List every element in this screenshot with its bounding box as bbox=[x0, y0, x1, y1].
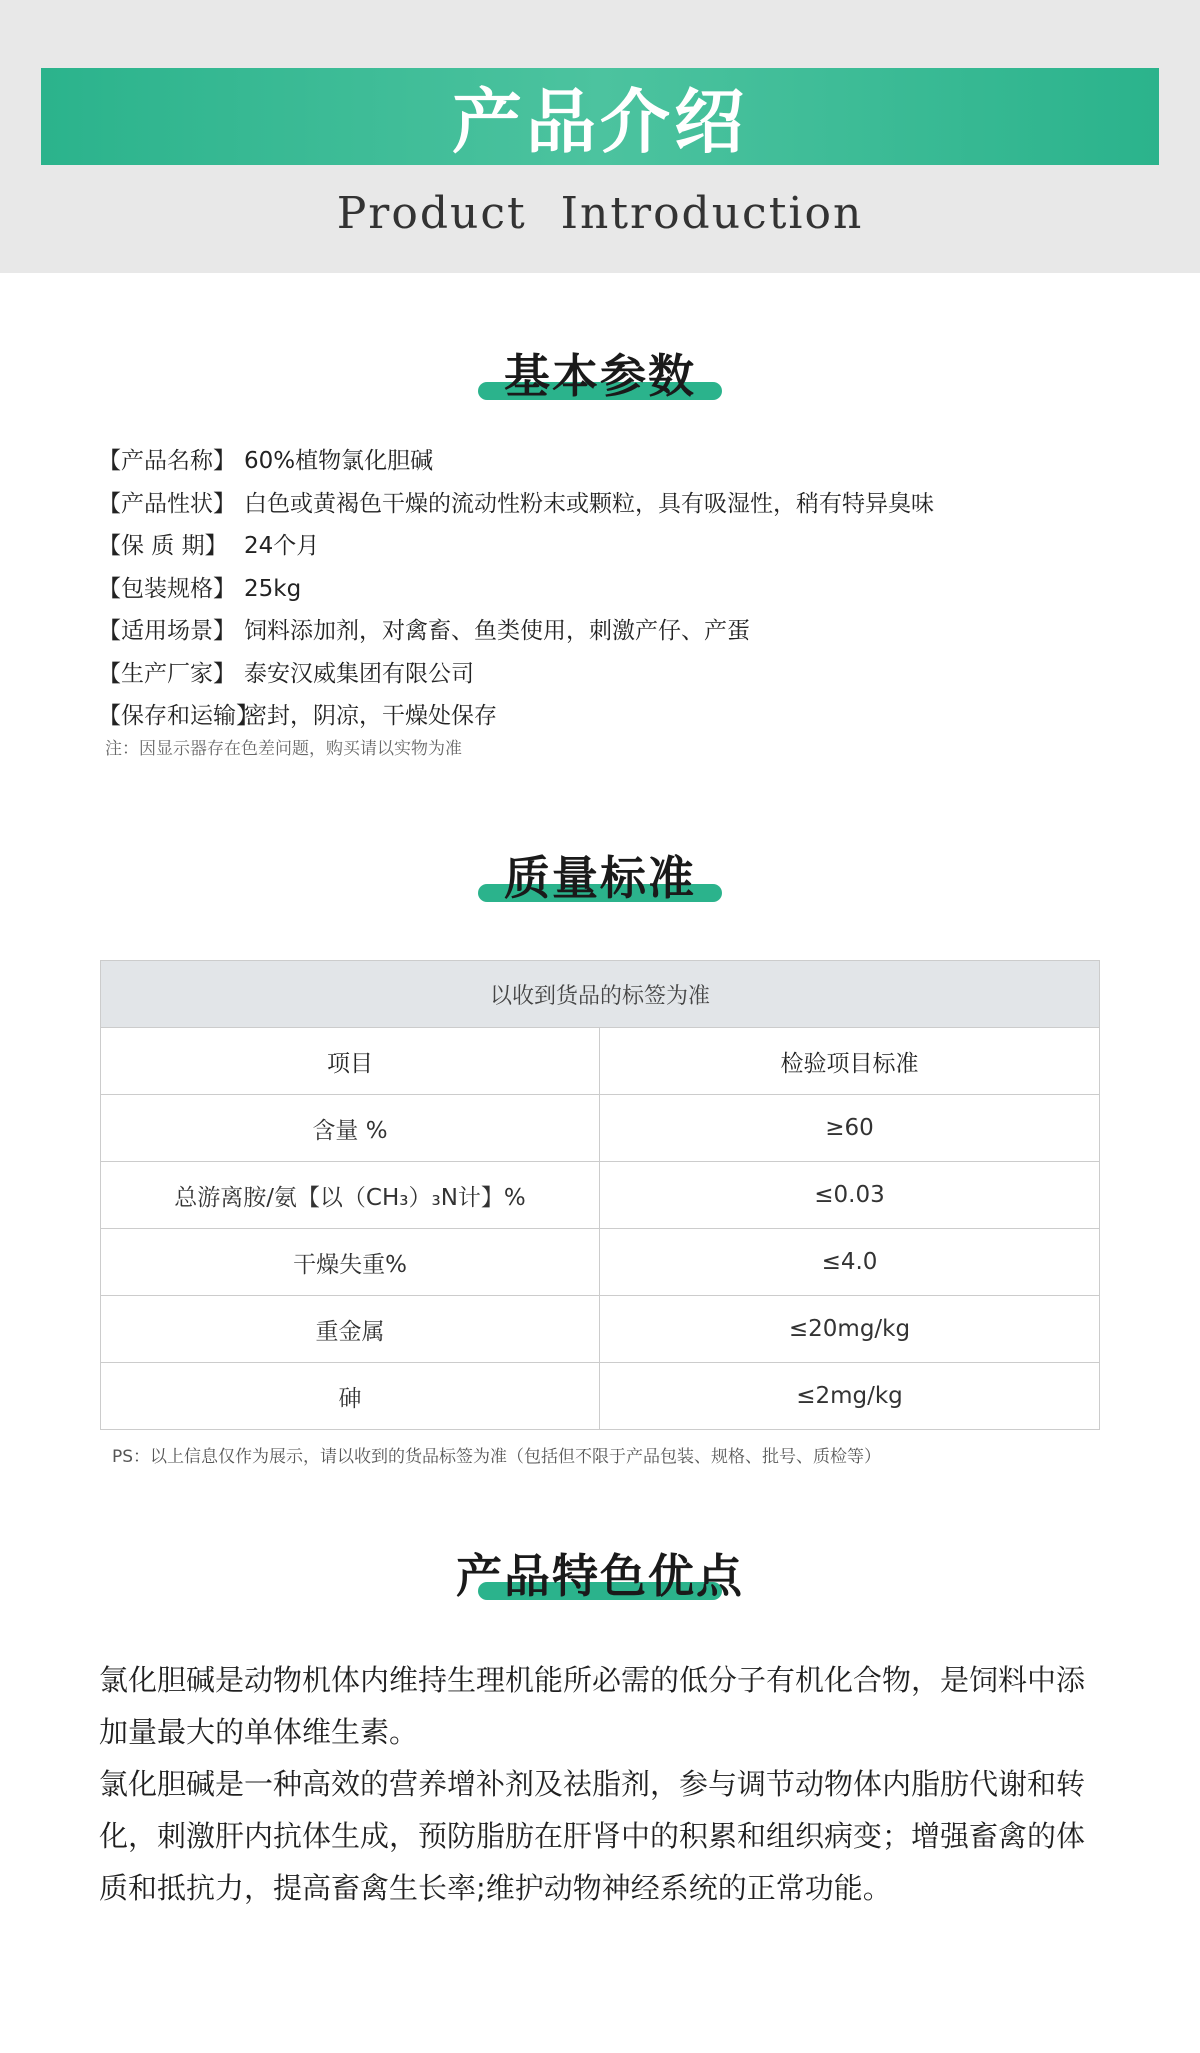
param-value: 24个月 bbox=[244, 533, 320, 559]
param-key: 【适用场景】 bbox=[98, 618, 236, 644]
param-key: 【包装规格】 bbox=[98, 575, 236, 602]
param-row bbox=[98, 440, 1118, 483]
table-caption-row bbox=[101, 961, 1100, 1028]
table-cell: ≤4.0 bbox=[600, 1229, 1100, 1296]
table-cell: 干燥失重% bbox=[101, 1229, 600, 1296]
feature-paragraph: 氯化胆碱是动物机体内维持生理机能所必需的低分子有机化合物，是饲料中添加量最大的单体维生素。 bbox=[99, 1663, 1086, 1749]
param-key: 【生产厂家】 bbox=[98, 660, 236, 687]
column-header: 检验项目标准 bbox=[600, 1028, 1100, 1095]
param-key: 【产品名称】 bbox=[98, 448, 236, 474]
table-cell: ≥60 bbox=[600, 1095, 1100, 1162]
table-row bbox=[101, 1162, 1100, 1229]
section-title: 质量标准 bbox=[504, 851, 696, 905]
table-cell: 砷 bbox=[101, 1363, 600, 1430]
param-value: 泰安汉威集团有限公司 bbox=[244, 660, 474, 687]
hero-title-band bbox=[41, 68, 1159, 165]
table-cell: 重金属 bbox=[101, 1296, 600, 1363]
section-heading-quality bbox=[0, 842, 1200, 912]
quality-note: PS：以上信息仅作为展示，请以收到的货品标签为准（包括但不限于产品包装、规格、批号、质检等） bbox=[112, 1447, 882, 1467]
feature-paragraph: 氯化胆碱是一种高效的营养增补剂及祛脂剂，参与调节动物体内脂肪代谢和转化，刺激肝内抗体生成，预防脂肪在肝肾中的积累和组织病变；增强畜禽的体质和抵抗力，提高畜禽生长率;维护动物神经系统的正常功能。 bbox=[99, 1767, 1086, 1905]
hero-subtitle: Product Introduction bbox=[336, 188, 864, 239]
table-cell: 含量 % bbox=[101, 1095, 600, 1162]
table-row bbox=[101, 1229, 1100, 1296]
param-row bbox=[98, 653, 1118, 696]
table-row bbox=[101, 1363, 1100, 1430]
table-cell: ≤2mg/kg bbox=[600, 1363, 1100, 1430]
param-row bbox=[98, 525, 1118, 568]
param-value: 60%植物氯化胆碱 bbox=[244, 448, 434, 474]
hero-banner bbox=[0, 0, 1200, 273]
param-row bbox=[98, 483, 1118, 526]
param-value: 饲料添加剂，对禽畜、鱼类使用，刺激产仔、产蛋 bbox=[244, 618, 750, 644]
params-note: 注：因显示器存在色差问题，购买请以实物为准 bbox=[105, 739, 462, 759]
table-row bbox=[101, 1095, 1100, 1162]
hero-title: 产品介绍 bbox=[452, 81, 748, 163]
section-heading-basic bbox=[0, 340, 1200, 410]
section-title: 产品特色优点 bbox=[456, 1549, 744, 1603]
param-key: 【产品性状】 bbox=[98, 490, 236, 517]
param-key: 【保存和运输】 bbox=[98, 703, 259, 729]
param-row bbox=[98, 568, 1118, 611]
features-text bbox=[99, 1654, 1109, 1914]
param-key: 【保 质 期】 bbox=[98, 533, 228, 559]
param-value: 白色或黄褐色干燥的流动性粉末或颗粒，具有吸湿性，稍有特异臭味 bbox=[244, 490, 934, 517]
quality-table bbox=[100, 960, 1100, 1430]
section-heading-features bbox=[0, 1540, 1200, 1610]
table-header-row bbox=[101, 1028, 1100, 1095]
param-row bbox=[98, 695, 1118, 738]
param-list bbox=[98, 440, 1118, 738]
param-value: 25kg bbox=[244, 575, 302, 602]
table-row bbox=[101, 1296, 1100, 1363]
column-header: 项目 bbox=[101, 1028, 600, 1095]
param-value: 密封，阴凉，干燥处保存 bbox=[244, 703, 497, 729]
table-caption: 以收到货品的标签为准 bbox=[101, 961, 1100, 1028]
table-cell: ≤20mg/kg bbox=[600, 1296, 1100, 1363]
table-cell: 总游离胺/氨【以（CH₃）₃N计】% bbox=[101, 1162, 600, 1229]
table-cell: ≤0.03 bbox=[600, 1162, 1100, 1229]
section-title: 基本参数 bbox=[504, 349, 696, 403]
param-row bbox=[98, 610, 1118, 653]
